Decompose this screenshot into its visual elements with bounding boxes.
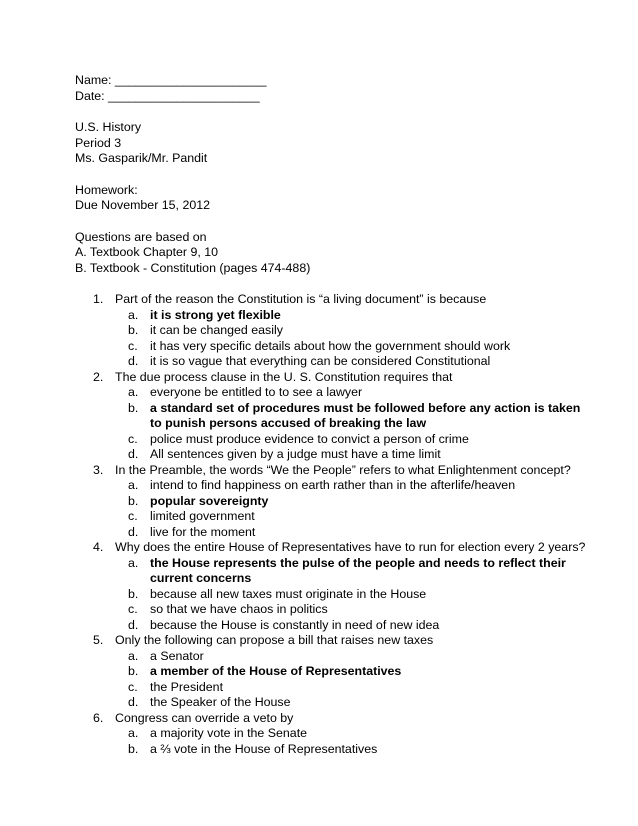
answer-option (75, 680, 595, 696)
answer-option (75, 354, 595, 370)
option-text: police must produce evidence to convict a person of crime (150, 431, 469, 446)
option-letter: a. (128, 648, 139, 663)
answer-option (75, 602, 595, 618)
question-item (75, 463, 595, 479)
name-field-line: Name: ______________________ (75, 73, 267, 87)
question-text: Congress can override a veto by (115, 710, 294, 725)
option-text: live for the moment (150, 524, 256, 539)
answer-option (75, 618, 595, 634)
option-text: intend to find happiness on earth rather than in the afterlife/heaven (150, 478, 516, 492)
option-text-answer: a member of the House of Representatives (150, 664, 402, 678)
option-letter: c. (128, 679, 138, 694)
option-text: a ⅔ vote in the House of Representatives (150, 741, 378, 756)
question-number: 3. (93, 462, 104, 477)
homework-label: Homework: (75, 182, 138, 197)
option-text: a Senator (150, 648, 204, 663)
question-item (75, 370, 595, 386)
basis-intro: Questions are based on (75, 229, 207, 244)
answer-option (75, 556, 595, 587)
option-letter: b. (128, 493, 139, 508)
option-letter: a. (128, 385, 139, 399)
option-letter: b. (128, 400, 139, 415)
question-number: 4. (93, 540, 104, 554)
answer-option (75, 525, 595, 541)
option-letter: d. (128, 447, 139, 461)
answer-option (75, 649, 595, 665)
question-text: Part of the reason the Constitution is “a living document” is because (115, 292, 487, 306)
answer-option (75, 494, 595, 510)
option-letter: c. (128, 602, 138, 616)
option-text: All sentences given by a judge must have a time limit (150, 447, 441, 461)
option-letter: b. (128, 664, 139, 678)
option-text-answer: it is strong yet flexible (150, 307, 281, 322)
option-letter: c. (128, 431, 138, 446)
answer-option (75, 726, 595, 742)
option-letter: a. (128, 726, 139, 740)
question-text: The due process clause in the U. S. Constitution requires that (115, 369, 453, 384)
option-letter: a. (128, 555, 139, 570)
answer-option (75, 385, 595, 401)
answer-option (75, 695, 595, 711)
answer-option (75, 478, 595, 494)
option-letter: b. (128, 586, 139, 601)
worksheet-page (75, 73, 595, 757)
option-letter: b. (128, 741, 139, 756)
option-letter: a. (128, 307, 139, 322)
option-text: so that we have chaos in politics (150, 602, 328, 616)
option-text: a majority vote in the Senate (150, 726, 308, 740)
answer-option (75, 432, 595, 448)
answer-option (75, 509, 595, 525)
course-teachers: Ms. Gasparik/Mr. Pandit (75, 151, 208, 165)
question-number: 5. (93, 633, 104, 647)
question-item (75, 633, 595, 649)
answer-option (75, 339, 595, 355)
option-text-answer: popular sovereignty (150, 493, 269, 508)
answer-option (75, 447, 595, 463)
date-field-line: Date: ______________________ (75, 88, 260, 103)
question-list (75, 292, 595, 757)
answer-option (75, 587, 595, 603)
option-letter: b. (128, 323, 139, 337)
answer-option (75, 323, 595, 339)
answer-option (75, 308, 595, 324)
course-subject: U.S. History (75, 120, 142, 134)
option-letter: d. (128, 695, 139, 709)
answer-option (75, 401, 595, 432)
question-item (75, 292, 595, 308)
homework-due-date: Due November 15, 2012 (75, 198, 211, 212)
option-text: the President (150, 679, 224, 694)
question-text: Only the following can propose a bill that raises new taxes (115, 633, 434, 647)
option-text: everyone be entitled to to see a lawyer (150, 385, 363, 399)
basis-source-a: A. Textbook Chapter 9, 10 (75, 245, 219, 259)
option-letter: d. (128, 524, 139, 539)
option-letter: c. (128, 509, 138, 523)
option-text: the Speaker of the House (150, 695, 291, 709)
basis-source-b: B. Textbook - Constitution (pages 474-488) (75, 260, 311, 275)
option-letter: c. (128, 338, 138, 353)
course-period: Period 3 (75, 135, 122, 150)
option-text: it can be changed easily (150, 323, 283, 337)
answer-option (75, 664, 595, 680)
question-item (75, 711, 595, 727)
question-number: 2. (93, 369, 104, 384)
option-text: limited government (150, 509, 255, 523)
question-number: 6. (93, 710, 104, 725)
option-text-answer: the House represents the pulse of the people and needs to reflect their current concerns (150, 555, 566, 585)
option-text: because the House is constantly in need of new idea (150, 617, 440, 632)
question-item (75, 540, 595, 556)
option-text: it has very specific details about how the government should work (150, 338, 511, 353)
option-letter: d. (128, 617, 139, 632)
question-text: Why does the entire House of Representatives have to run for election every 2 years? (115, 540, 586, 554)
option-text: because all new taxes must originate in the House (150, 586, 427, 601)
answer-option (75, 742, 595, 758)
question-text: In the Preamble, the words “We the People” refers to what Enlightenment concept? (115, 462, 571, 477)
question-number: 1. (93, 292, 104, 306)
option-letter: a. (128, 478, 139, 492)
option-text: it is so vague that everything can be considered Constitutional (150, 354, 491, 368)
option-text-answer: a standard set of procedures must be followed before any action is taken to punish persons accused of breaking the law (150, 400, 581, 430)
option-letter: d. (128, 354, 139, 368)
